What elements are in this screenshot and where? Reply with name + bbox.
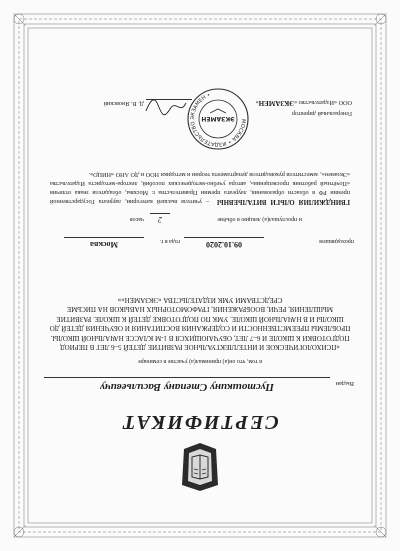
recipient-row	[44, 371, 354, 393]
stamp-ring-text: МОСКВА • ИЗДАТЕЛЬСТВО ЭКЗАМЕН •	[189, 92, 247, 148]
certificate-content	[40, 40, 360, 511]
city-underline	[64, 237, 144, 238]
handwritten-signature-icon	[144, 97, 188, 117]
hours-label: часов	[129, 216, 144, 222]
issued-label: Выдан	[335, 380, 354, 387]
date-underline	[184, 237, 264, 238]
volume-label: и прослушал(а) лекцию в объёме	[217, 216, 302, 222]
certificate-title: СЕРТИФИКАТ	[121, 411, 279, 433]
lecturer-name: ГВИНДЖИЛИЯ ОЛЬГИ ВИТАЛЬЕВНЫ	[216, 198, 350, 205]
lecture-volume-row	[52, 210, 302, 224]
participation-text: в том, что он(а) принимал(а) участие в семинаре	[137, 358, 263, 364]
publisher-stamp-icon	[186, 87, 250, 151]
date-place-row	[44, 231, 354, 249]
hours-value: 2	[158, 215, 162, 224]
stamp-center-text: ЭКЗАМЕН	[201, 115, 235, 122]
book-emblem-icon	[180, 441, 220, 493]
recipient-name: Пустошкину Степану Васильевичу	[99, 381, 275, 393]
recipient-underline	[44, 377, 330, 378]
lecturer-bio: учителя высшей категории, лауреата Государственной премии РФ в области образования, лауреата премии Правительства г. Москвы, обладателя знака отличия «Почётный работник просвещения», автора учебно-методических пособий, лектора-методиста Издательства «Экзамен», заместителя руководителя департамента теории и методики НОО и ДО АНО «НИЦО».	[49, 171, 350, 205]
held-label: проходившем	[319, 238, 354, 244]
seminar-city: Москва	[90, 240, 118, 249]
signatory-position: Генеральный директор	[291, 110, 352, 117]
signatory-name: Д. В. Яновский	[103, 100, 144, 107]
seminar-date: 09.10.2020	[206, 240, 242, 249]
hours-underline	[150, 213, 170, 214]
organization-name: ООО «Издательство «ЭКЗАМЕН»	[255, 99, 352, 107]
seminar-title: «ПСИХОЛОГИЧЕСКОЕ И ИНТЕЛЛЕКТУАЛЬНОЕ РАЗВИТИЕ ДЕТЕЙ 5–6 ЛЕТ В ПЕРИОД ПОДГОТОВКИ К ШКОЛЕ И 6–7 ЛЕТ, ОБУЧАЮЩИХСЯ В 1-М КЛАССЕ НАЧАЛЬНОЙ ШКОЛЫ. ПРОБЛЕМЫ ПРЕЕМСТВЕННОСТИ И СОДЕРЖАНИЯ ВОСПИТАНИЯ И ОБУЧЕНИЯ ДЕТЕЙ ДО ШКОЛЫ И В НАЧАЛЬНОЙ ШКОЛЕ. УМК ПО ПОДГОТОВКЕ ДЕТЕЙ К ШКОЛЕ. РАЗВИТИЕ МЫШЛЕНИЯ, РЕЧИ, ВООБРАЖЕНИЯ, ГРАФОМОТОРНЫХ НАВЫКОВ НА ПИСЬМЕ СРЕДСТВАМИ УМК ИЗДАТЕЛЬСТВА «ЭКЗАМЕН»»	[49, 295, 351, 351]
lecturer-info: ГВИНДЖИЛИЯ ОЛЬГИ ВИТАЛЬЕВНЫ– учителя высшей категории, лауреата Государственной премии РФ в области образования, лауреата премии Правительства г. Москвы, обладателя знака отличия «Почётный работник просвещения», автора учебно-методических пособий, лектора-методиста Издательства «Экзамен», заместителя руководителя департамента теории и методики НОО и ДО АНО «НИЦО».	[49, 171, 350, 205]
year-city-label: года в г.	[160, 238, 180, 244]
